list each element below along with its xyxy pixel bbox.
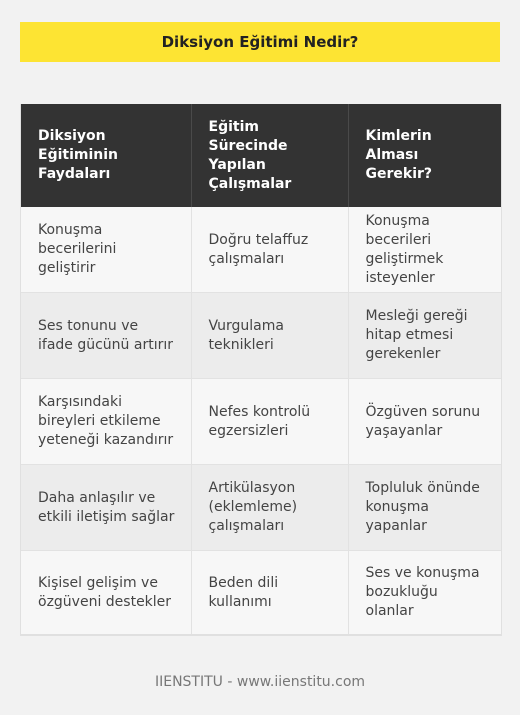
table-row — [21, 207, 501, 293]
page-title: Diksiyon Eğitimi Nedir? — [20, 22, 500, 62]
comparison-table-container — [20, 104, 502, 636]
table-cell: Ses ve konuşma bozukluğu olanlar — [348, 551, 501, 635]
footer-credit: IIENSTITU - www.iienstitu.com — [154, 674, 366, 690]
table-cell: Topluluk önünde konuşma yapanlar — [348, 465, 501, 551]
column-header-activities: Eğitim Sürecinde Yapılan Çalışmalar — [191, 104, 348, 207]
table-cell: Beden dili kullanımı — [191, 551, 348, 635]
comparison-table — [21, 104, 501, 635]
table-cell: Daha anlaşılır ve etkili iletişim sağlar — [21, 465, 191, 551]
table-cell: Konuşma becerileri geliştirmek isteyenler — [348, 207, 501, 293]
column-header-audience: Kimlerin Alması Gerekir? — [348, 104, 501, 207]
table-cell: Nefes kontrolü egzersizleri — [191, 379, 348, 465]
table-header-row — [21, 104, 501, 207]
table-cell: Ses tonunu ve ifade gücünü artırır — [21, 293, 191, 379]
table-cell: Artikülasyon (eklemleme) çalışmaları — [191, 465, 348, 551]
table-cell: Konuşma becerilerini geliştirir — [21, 207, 191, 293]
table-row — [21, 379, 501, 465]
table-cell: Mesleği gereği hitap etmesi gerekenler — [348, 293, 501, 379]
table-cell: Vurgulama teknikleri — [191, 293, 348, 379]
table-cell: Özgüven sorunu yaşayanlar — [348, 379, 501, 465]
table-row — [21, 293, 501, 379]
table-cell: Karşısındaki bireyleri etkileme yeteneği kazandırır — [21, 379, 191, 465]
column-header-benefits: Diksiyon Eğitiminin Faydaları — [21, 104, 191, 207]
table-row — [21, 551, 501, 635]
table-row — [21, 465, 501, 551]
table-cell: Doğru telaffuz çalışmaları — [191, 207, 348, 293]
table-cell: Kişisel gelişim ve özgüveni destekler — [21, 551, 191, 635]
